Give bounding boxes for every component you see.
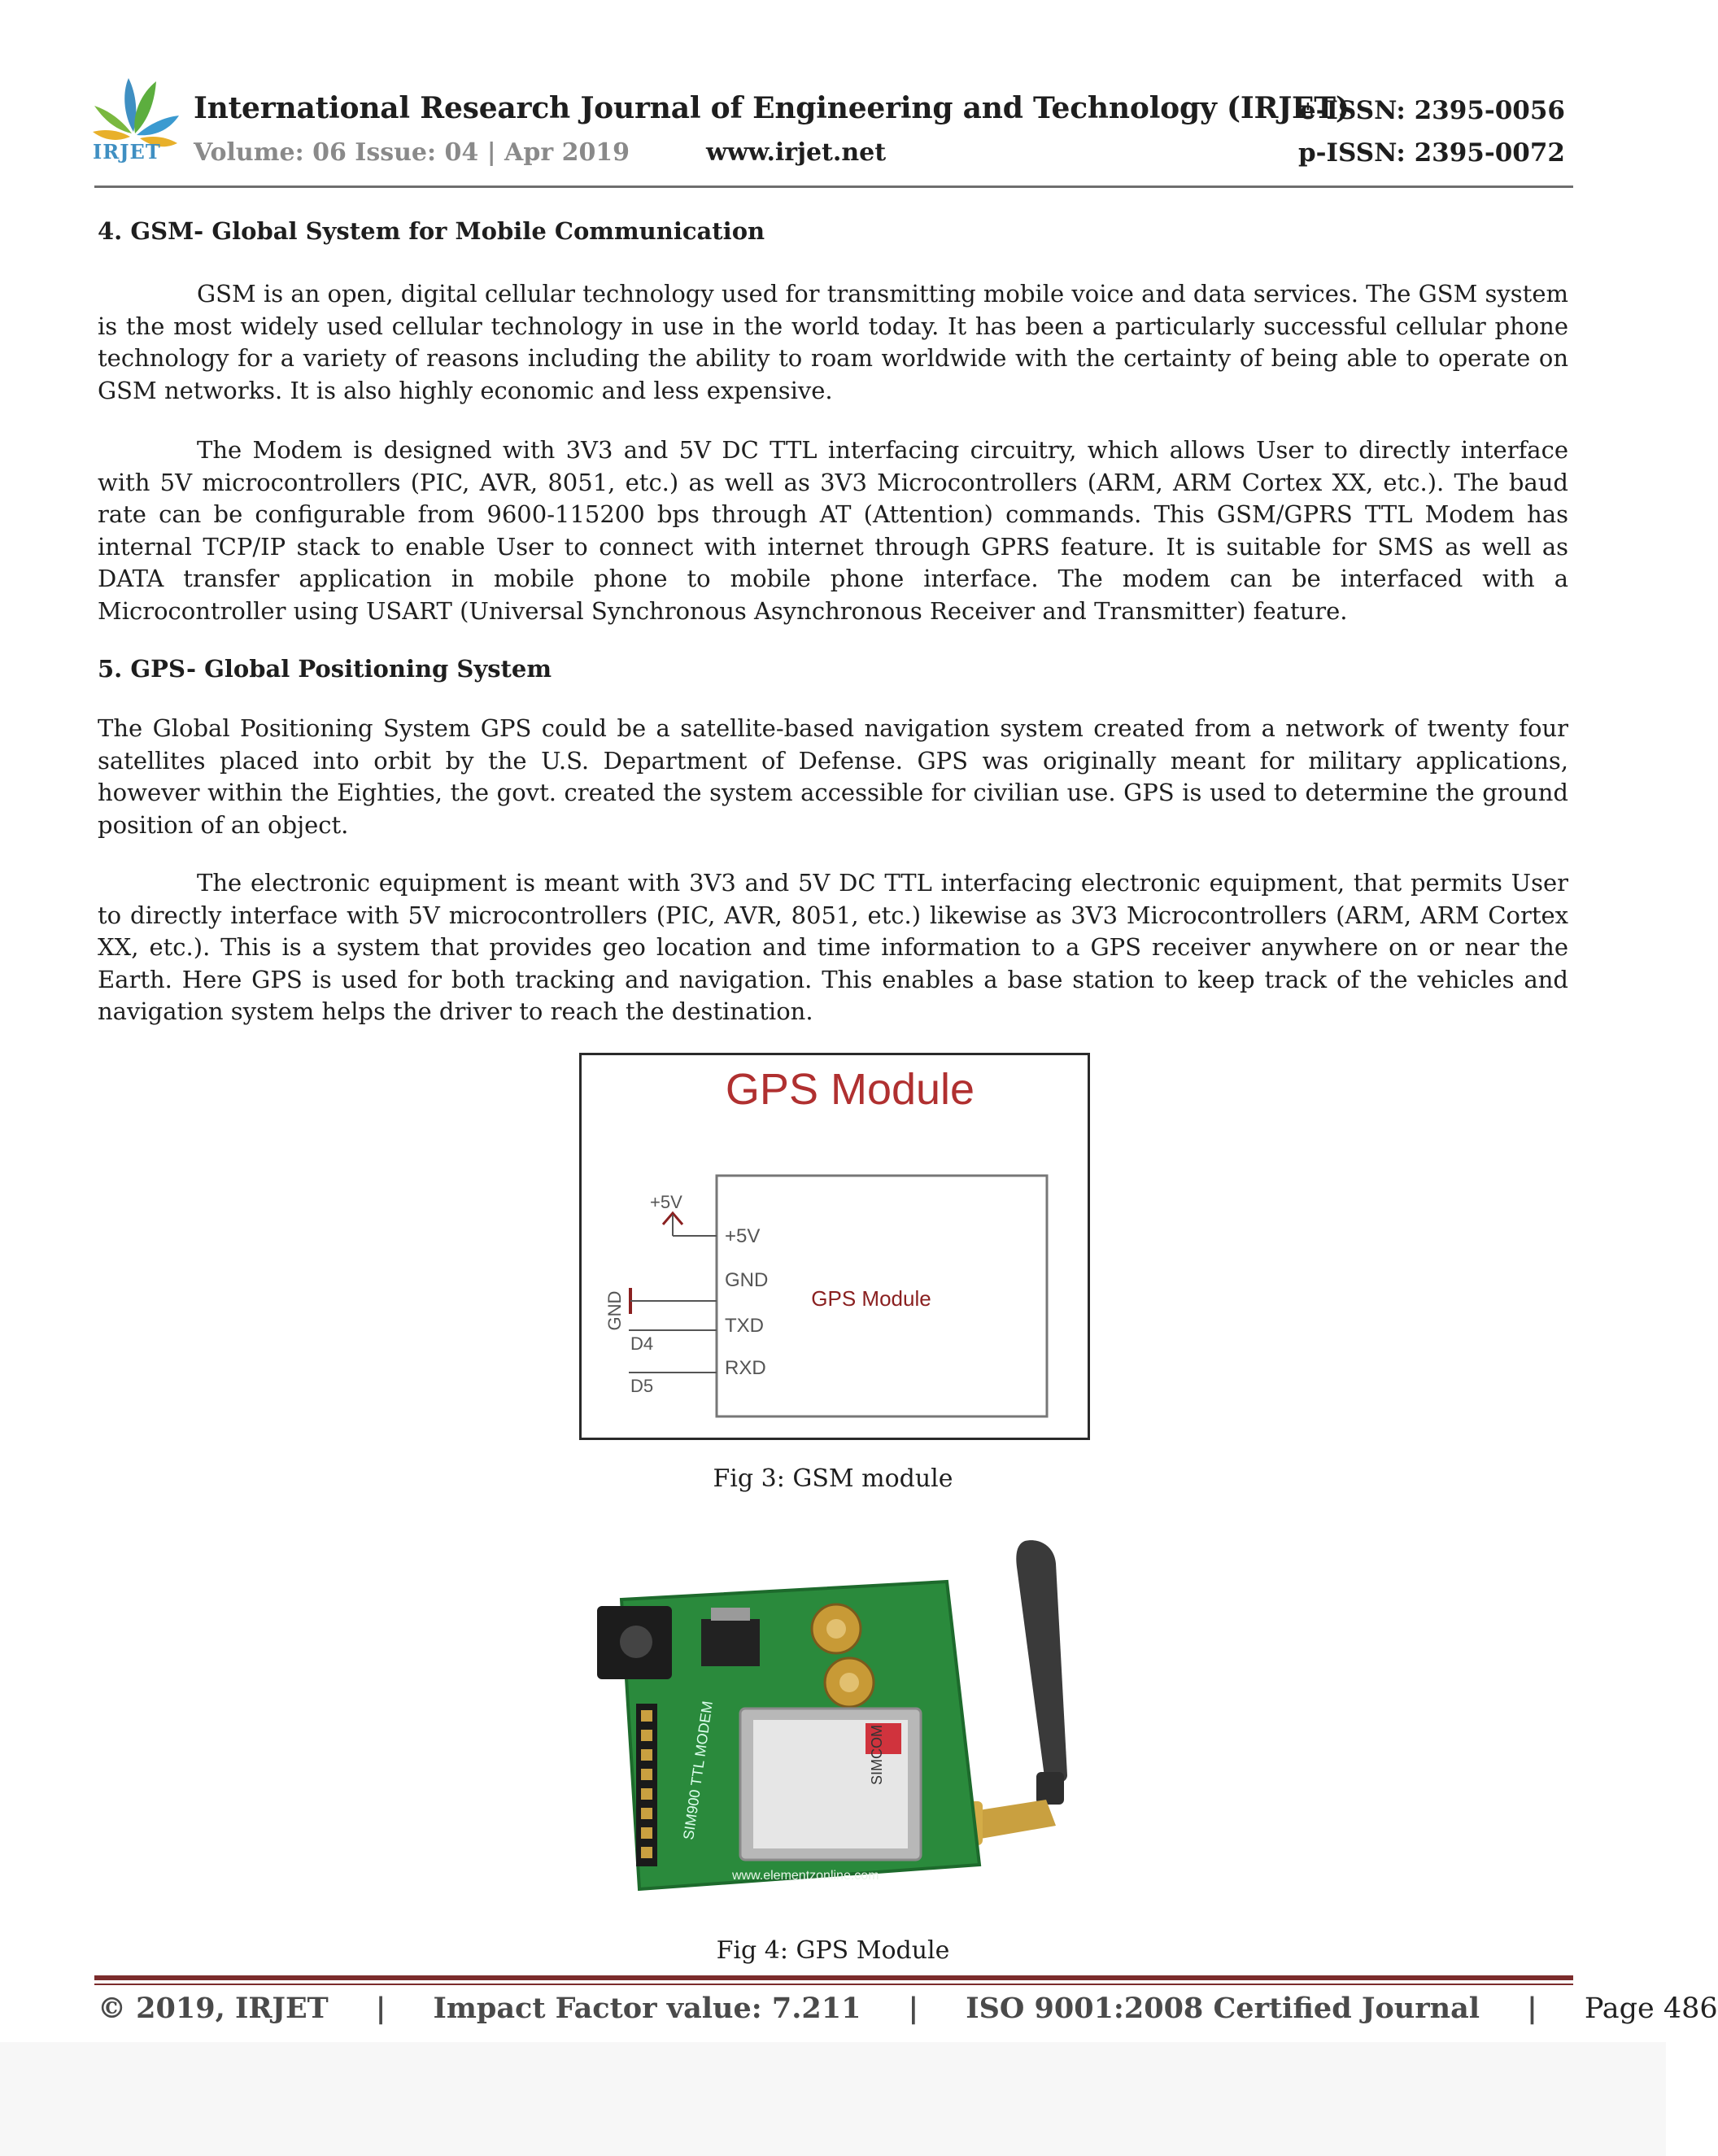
footer-separator: | [908, 1992, 919, 2025]
board-name: SIM900 TTL MODEM [680, 1700, 716, 1841]
p-issn: p-ISSN: 2395-0072 [1297, 138, 1565, 168]
wire-label-d4: D4 [630, 1333, 654, 1354]
wire-label-d5: D5 [630, 1376, 654, 1396]
antenna [1016, 1540, 1067, 1783]
paragraph-gps-equipment: The electronic equipment is meant with 3V3 and 5V DC TTL interfacing electronic equipment, that permits User to directly interface with 5V microcontrollers (PIC, AVR, 8051, etc.) likewise as 3V3 Microcontrollers (ARM, ARM Cortex XX, etc.). This is a system that provides geo location and time information to a GPS receiver anywhere on or near the Earth. Here GPS is used for both tracking and navigation. This enables a base station to keep track of the vehicles and navigation system helps the driver to reach the destination. [98, 869, 1568, 1025]
header-divider [94, 185, 1573, 188]
figure-3-caption: Fig 3: GSM module [713, 1464, 953, 1493]
voltage-regulator [701, 1619, 760, 1666]
pin-label-rxd: RXD [725, 1357, 766, 1379]
footer-divider-thin [94, 1984, 1573, 1985]
paragraph-gsm-modem: The Modem is designed with 3V3 and 5V DC TTL interfacing circuitry, which allows User to directly interface with 5V microcontrollers (PIC, AVR, 8051, etc.) as well as 3V3 Microcontrollers (ARM, ARM Cortex XX, etc.). The baud rate can be configurable from 9600-115200 bps through AT (Attention) commands. This GSM/GPRS TTL Modem has internal TCP/IP stack to enable User to connect with internet through GPRS feature. It is suitable for SMS as well as DATA transfer application in mobile phone to mobile phone interface. The modem can be interfaced with a Microcontroller using USART (Universal Synchronous Asynchronous Receiver and Transmitter) feature. [98, 436, 1568, 625]
footer-divider [94, 1975, 1573, 1980]
gsm-board-photo [579, 1531, 1085, 1902]
logo-text: IRJET [93, 140, 161, 164]
footer-iso: ISO 9001:2008 Certified Journal [966, 1992, 1480, 2025]
journal-website[interactable]: www.irjet.net [706, 138, 887, 167]
page-bottom-margin [0, 2042, 1666, 2156]
diagram-title: GPS Module [725, 1065, 975, 1114]
page-footer [98, 1992, 1718, 2025]
supply-label: +5V [650, 1192, 682, 1212]
pin-label-gnd: GND [725, 1269, 769, 1291]
volume-issue: Volume: 06 Issue: 04 | Apr 2019 [194, 138, 630, 167]
footer-page-number: Page 486 [1584, 1992, 1718, 2025]
gps-module-diagram [579, 1053, 1090, 1440]
footer-separator: | [375, 1992, 386, 2025]
footer-separator: | [1527, 1992, 1537, 2025]
journal-title: International Research Journal of Engineering and Technology (IRJET) [194, 91, 1350, 125]
section-heading-gps: 5. GPS- Global Positioning System [98, 655, 552, 683]
paragraph-gsm-intro: GSM is an open, digital cellular technology used for transmitting mobile voice and data services. The GSM system is the most widely used cellular technology in use in the world today. It has been a particularly successful cellular phone technology for a variety of reasons including the ability to roam worldwide with the certainty of being able to operate on GSM networks. It is also highly economic and less expensive. [98, 280, 1568, 404]
footer-copyright: © 2019, IRJET [98, 1992, 329, 2025]
figure-4-caption: Fig 4: GPS Module [716, 1936, 950, 1965]
footer-impact-factor: Impact Factor value: 7.211 [433, 1992, 861, 2025]
pin-label-txd: TXD [725, 1315, 764, 1337]
paragraph-gps-intro: The Global Positioning System GPS could be a satellite-based navigation system created from a network of twenty four satellites placed into orbit by the U.S. Department of Defense. GPS was originally meant for military applications, however within the Eighties, the govt. created the system accessible for civilian use. GPS is used to determine the ground position of an object. [98, 714, 1568, 839]
section-heading-gsm: 4. GSM- Global System for Mobile Communication [98, 217, 765, 245]
board-silkscreen: www.elementzonline.com [732, 1869, 879, 1883]
chip-brand: SIMCOM [869, 1725, 885, 1785]
ground-label: GND [604, 1290, 625, 1331]
journal-logo [91, 75, 181, 171]
pin-label-5v: +5V [725, 1225, 761, 1247]
e-issn: e-ISSN: 2395-0056 [1299, 96, 1565, 125]
module-label: GPS Module [811, 1286, 931, 1311]
header-pins [636, 1704, 657, 1866]
